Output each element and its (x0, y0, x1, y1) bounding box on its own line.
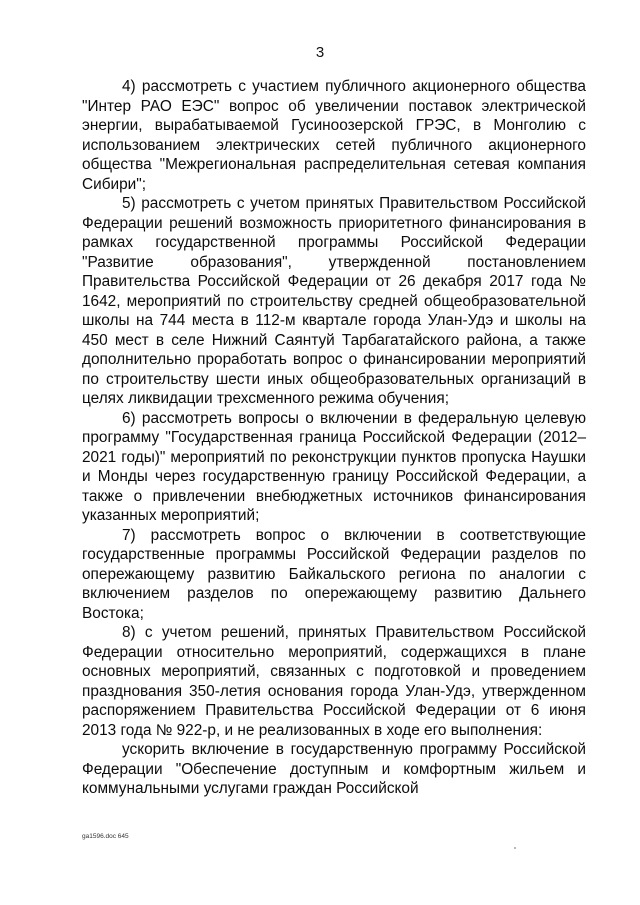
footer-doc-reference: ga1596.doc 645 (82, 833, 129, 840)
paragraph-subitem-accelerate: ускорить включение в государственную программу Российской Федерации "Обеспечение доступным и комфортным жильем и коммунальными услугами граждан Российской (82, 741, 586, 797)
paragraph-item-6: 6) рассмотреть вопросы о включении в федеральную целевую программу "Государственная граница Российской Федерации (2012–2021 годы)" мероприятий по реконструкции пунктов пропуска Наушки и Монды через государственную границу Российской Федерации, а также о привлечении внебюджетных источников финансирования указанных мероприятий; (82, 409, 586, 524)
page-number: 3 (315, 44, 325, 61)
paragraph-item-5: 5) рассмотреть с учетом принятых Правительством Российской Федерации решений возможность приоритетного финансирования в рамках государственной программы Российской Федерации "Развитие образования", утвержденной постановлением Правительства Российской Федерации от 26 декабря 2017 года № 1642, мероприятий по строительству средней общеобразовательной школы на 744 места в 112-м квартале города Улан-Удэ и школы на 450 мест в селе Нижний Саянтуй Тарбагатайского района, а также дополнительно проработать вопрос о финансировании мероприятий по строительству шести иных общеобразовательных организаций в целях ликвидации трехсменного режима обучения; (82, 195, 586, 407)
scan-artifact (514, 847, 516, 849)
paragraph-item-7: 7) рассмотреть вопрос о включении в соответствующие государственные программы Российской Федерации разделов по опережающему развитию Байкальского региона по аналогии с включением разделов по опережающему развитию Дальнего Востока; (82, 526, 586, 622)
paragraph-item-4: 4) рассмотреть с участием публичного акционерного общества "Интер РАО ЕЭС" вопрос об увеличении поставок электрической энергии, вырабатываемой Гусиноозерской ГРЭС, в Монголию с использованием электрических сетей публичного акционерного общества "Межрегиональная распределительная сетевая компания Сибири"; (82, 78, 586, 193)
document-body (82, 77, 586, 799)
paragraph-item-8: 8) с учетом решений, принятых Правительством Российской Федерации относительно мероприятий, содержащихся в плане основных мероприятий, связанных с подготовкой и проведением празднования 350-летия основания города Улан-Удэ, утвержденном распоряжением Правительства Российской Федерации от 6 июня 2013 года № 922-р, и не реализованных в ходе его выполнения: (82, 624, 586, 739)
